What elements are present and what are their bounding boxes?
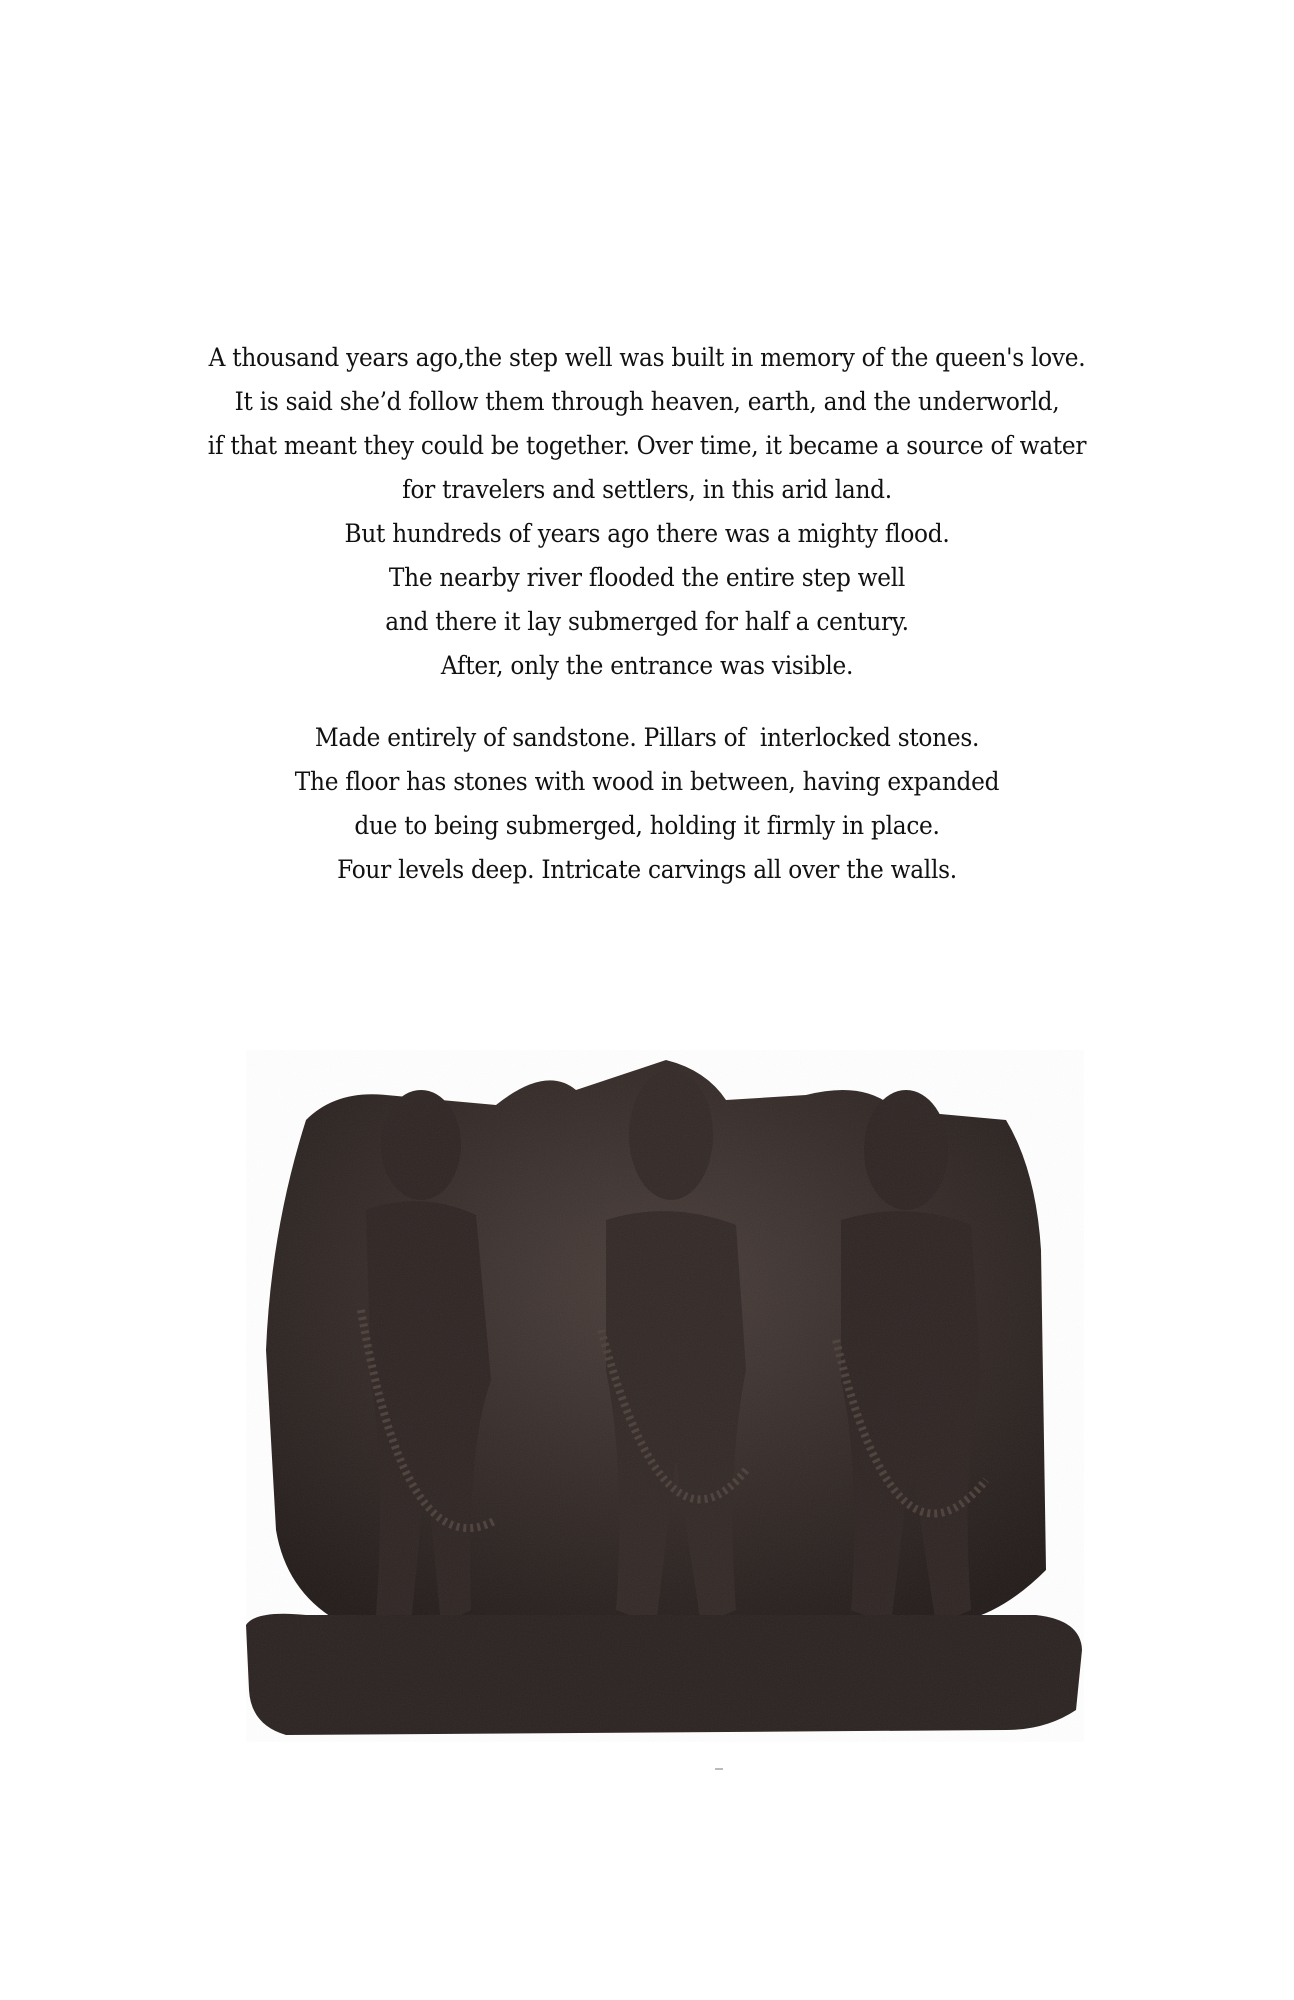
text-line: Made entirely of sandstone. Pillars of interlocked stones.: [314, 723, 980, 752]
text-line: Four levels deep. Intricate carvings all over the walls.: [337, 855, 957, 884]
sculpture-image: [246, 1050, 1084, 1742]
text-line: After, only the entrance was visible.: [440, 651, 854, 680]
text-line: for travelers and settlers, in this arid land.: [402, 475, 892, 504]
text-line: due to being submerged, holding it firmly in place.: [354, 811, 940, 840]
text-line: The nearby river flooded the entire step well: [388, 563, 906, 592]
text-line: if that meant they could be together. Over time, it became a source of water: [207, 431, 1087, 460]
paragraph-construction: [45, 716, 1248, 892]
stray-mark: [715, 1768, 723, 1770]
sculpture-relief: [246, 1050, 1084, 1742]
text-line: The floor has stones with wood in between, having expanded: [294, 767, 1000, 796]
text-line: and there it lay submerged for half a century.: [385, 607, 909, 636]
text-line: It is said she’d follow them through heaven, earth, and the underworld,: [234, 387, 1060, 416]
text-line: A thousand years ago,the step well was built in memory of the queen's love.: [208, 343, 1086, 372]
paragraph-history: [45, 336, 1248, 688]
text-line: But hundreds of years ago there was a mighty flood.: [344, 519, 950, 548]
